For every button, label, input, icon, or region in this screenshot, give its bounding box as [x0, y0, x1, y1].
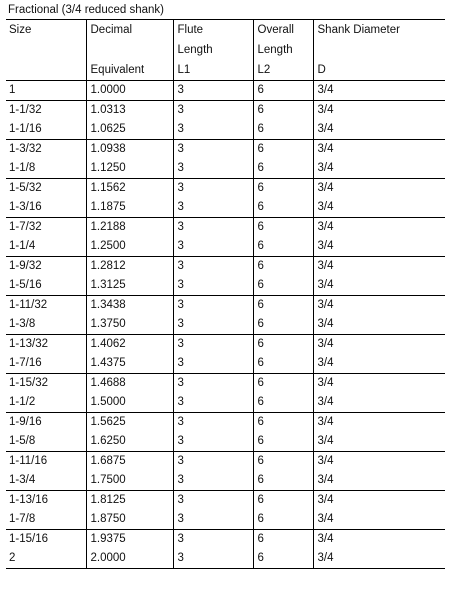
- table-cell: 3: [173, 413, 253, 433]
- table-cell: 3: [173, 179, 253, 199]
- table-cell: 3/4: [313, 432, 445, 452]
- table-cell: 1-5/16: [6, 276, 86, 296]
- table-cell: 6: [253, 101, 313, 121]
- table-row: [6, 374, 445, 394]
- table-cell: 3/4: [313, 315, 445, 335]
- header-cell: Overall: [253, 20, 313, 40]
- header-cell: L1: [173, 60, 253, 81]
- table-cell: 1-1/32: [9, 104, 42, 116]
- table-row: [6, 549, 445, 569]
- table-cell: 6: [253, 315, 313, 335]
- table-cell: 1-3/16: [6, 198, 86, 218]
- table-cell: 1-1/8: [6, 159, 86, 179]
- table-cell: 3: [173, 452, 253, 472]
- table-cell: 1.2500: [86, 237, 173, 257]
- header-cell: [6, 40, 86, 60]
- table-cell: 1-5/32: [9, 182, 42, 194]
- table-row: [6, 315, 445, 335]
- table-row: [6, 218, 445, 238]
- header-cell: [86, 40, 173, 60]
- table-cell: 6: [253, 432, 313, 452]
- table-cell: 1-3/8: [6, 315, 86, 335]
- table-row: [6, 335, 445, 355]
- table-cell: 6: [253, 530, 313, 550]
- table-cell: 3/4: [313, 530, 445, 550]
- table-cell: 6: [253, 296, 313, 316]
- table-cell: 1-9/32: [9, 260, 42, 272]
- header-cell: Flute: [173, 20, 253, 40]
- table-cell: 2.0000: [86, 549, 173, 569]
- table-cell: 6: [253, 335, 313, 355]
- table-cell: 3/4: [313, 510, 445, 530]
- table-cell: 3: [173, 101, 253, 121]
- table-row: [6, 159, 445, 179]
- table-cell: 1.4062: [86, 335, 173, 355]
- table-cell: 3/4: [313, 413, 445, 433]
- table-cell: 3: [173, 159, 253, 179]
- table-row: [6, 296, 445, 316]
- header-cell: [6, 60, 86, 81]
- table-row: [6, 257, 445, 277]
- table-cell: 3/4: [313, 140, 445, 160]
- table-cell: 3/4: [313, 491, 445, 511]
- table-cell: 3: [173, 510, 253, 530]
- table-cell: 1.5625: [86, 413, 173, 433]
- table-cell: 1-13/32: [9, 338, 49, 350]
- table-cell: 1.3750: [86, 315, 173, 335]
- table-cell: 1-15/32: [9, 377, 49, 389]
- table-cell: 3/4: [313, 257, 445, 277]
- table-cell: 1.0938: [86, 140, 173, 160]
- table-cell: 1-15/16: [9, 533, 49, 545]
- table-cell: 1-3/4: [6, 471, 86, 491]
- table-row: [6, 276, 445, 296]
- table-cell: 3/4: [313, 276, 445, 296]
- drill-size-table: [6, 2, 445, 569]
- table-cell: 3/4: [313, 237, 445, 257]
- table-cell: 3/4: [313, 374, 445, 394]
- table-cell: 3: [173, 335, 253, 355]
- table-cell: 6: [253, 198, 313, 218]
- table-cell: 3: [173, 491, 253, 511]
- table-cell: 3: [173, 374, 253, 394]
- table-cell: 3: [173, 237, 253, 257]
- table-cell: 3/4: [313, 159, 445, 179]
- table-cell: 6: [253, 159, 313, 179]
- header-row: [6, 40, 445, 60]
- table-row: [6, 140, 445, 160]
- table-cell: 1.9375: [86, 530, 173, 550]
- table-cell: 1-7/32: [9, 221, 42, 233]
- table-cell: 3/4: [313, 120, 445, 140]
- table-row: [6, 81, 445, 101]
- table-cell: 3/4: [313, 179, 445, 199]
- table-cell: 3: [173, 549, 253, 569]
- table-cell: 1-1/2: [6, 393, 86, 413]
- header-cell: Size: [9, 24, 32, 36]
- table-cell: 3: [173, 276, 253, 296]
- table-cell: 1.3438: [86, 296, 173, 316]
- header-cell: Length: [173, 40, 253, 60]
- table-row: [6, 120, 445, 140]
- table-row: [6, 179, 445, 199]
- table-cell: 3: [173, 140, 253, 160]
- table-cell: 1.4688: [86, 374, 173, 394]
- table-cell: 3/4: [313, 218, 445, 238]
- table-cell: 6: [253, 393, 313, 413]
- table-cell: 1.2812: [86, 257, 173, 277]
- table-cell: 3/4: [313, 549, 445, 569]
- table-cell: 6: [253, 471, 313, 491]
- table-body: [6, 81, 445, 569]
- table-cell: 6: [253, 218, 313, 238]
- size-table: [6, 20, 445, 569]
- table-cell: 3: [173, 296, 253, 316]
- table-cell: 1.0313: [86, 101, 173, 121]
- table-cell: 1.1875: [86, 198, 173, 218]
- table-cell: 6: [253, 276, 313, 296]
- table-row: [6, 491, 445, 511]
- header-cell: Shank Diameter: [313, 20, 445, 40]
- table-cell: 3/4: [313, 101, 445, 121]
- table-cell: 1.3125: [86, 276, 173, 296]
- table-row: [6, 510, 445, 530]
- table-cell: 3/4: [313, 198, 445, 218]
- header-cell: Equivalent: [86, 60, 173, 81]
- table-cell: 1-9/16: [9, 416, 42, 428]
- table-cell: 1.1250: [86, 159, 173, 179]
- table-cell: 1.4375: [86, 354, 173, 374]
- table-cell: 6: [253, 237, 313, 257]
- table-cell: 1: [6, 81, 86, 101]
- table-cell: 1-13/16: [9, 494, 49, 506]
- table-cell: 3: [173, 218, 253, 238]
- table-row: [6, 354, 445, 374]
- table-cell: 6: [253, 510, 313, 530]
- table-cell: 3: [173, 432, 253, 452]
- table-row: [6, 393, 445, 413]
- table-cell: 1-7/8: [6, 510, 86, 530]
- table-title: Fractional (3/4 reduced shank): [6, 2, 445, 20]
- table-cell: 3: [173, 120, 253, 140]
- header-cell: Length: [253, 40, 313, 60]
- table-cell: 3/4: [313, 81, 445, 101]
- table-cell: 1.0625: [86, 120, 173, 140]
- table-cell: 1.7500: [86, 471, 173, 491]
- table-row: [6, 101, 445, 121]
- table-cell: 3: [173, 354, 253, 374]
- table-cell: 6: [253, 120, 313, 140]
- table-cell: 2: [6, 549, 86, 569]
- table-cell: 1-11/32: [9, 299, 48, 311]
- table-cell: 6: [253, 140, 313, 160]
- table-cell: 6: [253, 257, 313, 277]
- table-row: [6, 413, 445, 433]
- table-cell: 6: [253, 413, 313, 433]
- table-cell: 3: [173, 471, 253, 491]
- table-cell: 1-1/4: [6, 237, 86, 257]
- table-cell: 6: [253, 549, 313, 569]
- table-cell: 3/4: [313, 452, 445, 472]
- table-cell: 1-11/16: [9, 455, 48, 467]
- table-cell: 3/4: [313, 335, 445, 355]
- header-cell: [313, 40, 445, 60]
- table-cell: 1.8750: [86, 510, 173, 530]
- table-row: [6, 530, 445, 550]
- table-cell: 1-7/16: [6, 354, 86, 374]
- table-cell: 3: [173, 198, 253, 218]
- table-cell: 1-1/16: [6, 120, 86, 140]
- table-cell: 1.8125: [86, 491, 173, 511]
- table-cell: 6: [253, 81, 313, 101]
- table-row: [6, 237, 445, 257]
- table-cell: 1-3/32: [9, 143, 42, 155]
- table-row: [6, 452, 445, 472]
- table-cell: 1.6875: [86, 452, 173, 472]
- header-row: [6, 60, 445, 81]
- table-cell: 3/4: [313, 354, 445, 374]
- table-row: [6, 198, 445, 218]
- table-cell: 3: [173, 257, 253, 277]
- table-row: [6, 432, 445, 452]
- table-cell: 6: [253, 179, 313, 199]
- table-cell: 6: [253, 374, 313, 394]
- header-cell: D: [313, 60, 445, 81]
- header-cell: Decimal: [86, 20, 173, 40]
- table-cell: 1-5/8: [6, 432, 86, 452]
- table-cell: 1.1562: [86, 179, 173, 199]
- table-row: [6, 471, 445, 491]
- table-header: [6, 20, 445, 81]
- table-cell: 3: [173, 315, 253, 335]
- table-cell: 3/4: [313, 393, 445, 413]
- table-cell: 6: [253, 491, 313, 511]
- table-cell: 3/4: [313, 471, 445, 491]
- table-cell: 1.6250: [86, 432, 173, 452]
- table-cell: 1.2188: [86, 218, 173, 238]
- header-cell: L2: [253, 60, 313, 81]
- table-cell: 6: [253, 354, 313, 374]
- table-cell: 3: [173, 393, 253, 413]
- table-cell: 3: [173, 81, 253, 101]
- header-row: [6, 20, 445, 40]
- table-cell: 1.0000: [86, 81, 173, 101]
- table-cell: 3: [173, 530, 253, 550]
- table-cell: 3/4: [313, 296, 445, 316]
- table-cell: 1.5000: [86, 393, 173, 413]
- table-cell: 6: [253, 452, 313, 472]
